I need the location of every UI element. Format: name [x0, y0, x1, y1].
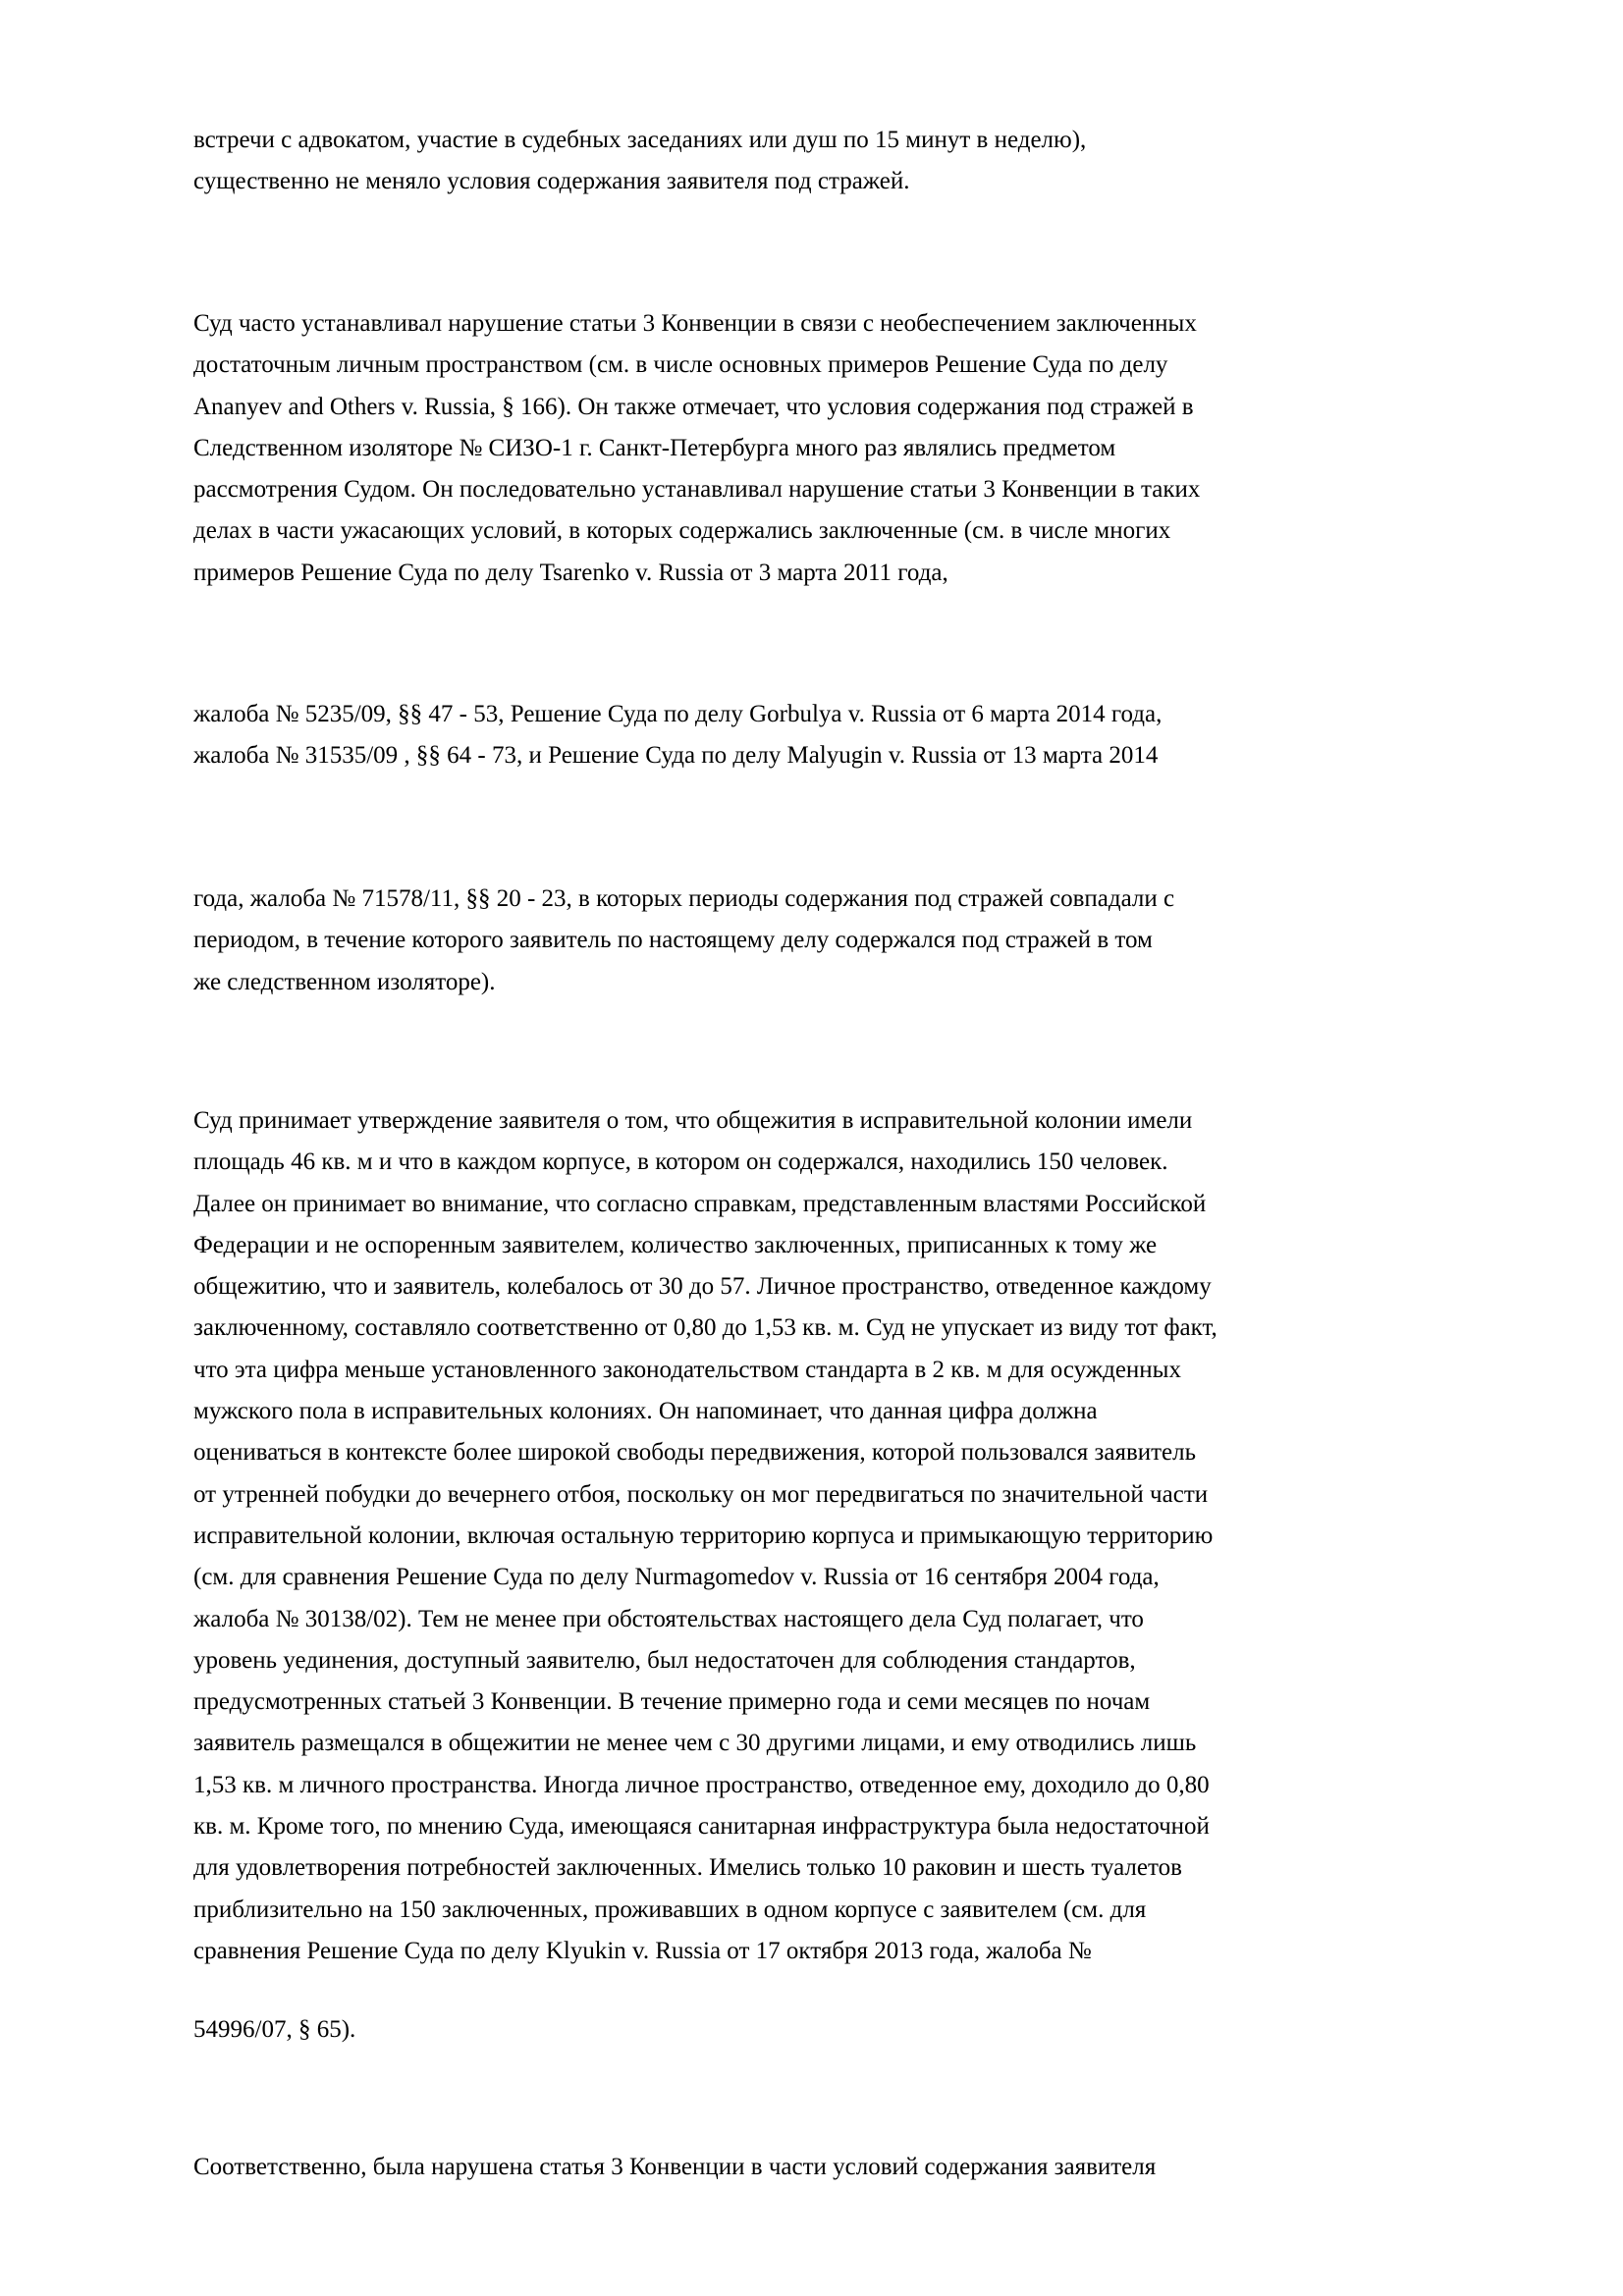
text-line: для удовлетворения потребностей заключенных. Имелись только 10 раковин и шесть туалетов — [193, 1854, 1182, 1882]
text-line: Следственном изоляторе № СИЗО-1 г. Санкт-Петербурга много раз являлись предметом — [193, 434, 1116, 461]
text-line: оцениваться в контексте более широкой свободы передвижения, которой пользовался заявитель — [193, 1439, 1197, 1467]
text-line: жалоба № 31535/09 , §§ 64 - 73, и Решение Суда по делу Malyugin v. Russia от 13 марта 2014 — [193, 742, 1159, 770]
text-line: что эта цифра меньше установленного законодательством стандарта в 2 кв. м для осужденных — [193, 1356, 1181, 1383]
text-line: уровень уединения, доступный заявителю, был недостаточен для соблюдения стандартов, — [193, 1646, 1136, 1674]
text-line: сравнения Решение Суда по делу Klyukin v. Russia от 17 октября 2013 года, жалоба № — [193, 1937, 1092, 1964]
paragraph-colony — [193, 1100, 1499, 1972]
paragraph-colony-end — [193, 2009, 1499, 2051]
text-line: Федерации и не оспоренным заявителем, количество заключенных, приписанных к тому же — [193, 1231, 1158, 1258]
paragraph-cases — [193, 694, 1499, 777]
text-line: рассмотрения Судом. Он последовательно устанавливал нарушение статьи 3 Конвенции в таких — [193, 476, 1201, 504]
paragraph-continuation — [193, 120, 1499, 203]
paragraph-periods — [193, 879, 1499, 1003]
text-line: исправительной колонии, включая остальную территорию корпуса и примыкающую территорию — [193, 1522, 1214, 1549]
text-line: площадь 46 кв. м и что в каждом корпусе, в котором он содержался, находились 150 человек. — [193, 1148, 1168, 1176]
text-line: Далее он принимает во внимание, что согласно справкам, представленным властями Российской — [193, 1190, 1207, 1217]
paragraph-conclusion — [193, 2147, 1499, 2188]
text-line: от утренней побудки до вечернего отбоя, поскольку он мог передвигаться по значительной части — [193, 1480, 1209, 1508]
text-line: приблизительно на 150 заключенных, проживавших в одном корпусе с заявителем (см. для — [193, 1896, 1147, 1923]
text-line: 54996/07, § 65). — [193, 2016, 356, 2043]
text-line: Ananyev and Others v. Russia, § 166). Он также отмечает, что условия содержания под стражей в — [193, 393, 1194, 420]
text-line: достаточным личным пространством (см. в числе основных примеров Решение Суда по делу — [193, 351, 1168, 379]
text-line: встречи с адвокатом, участие в судебных заседаниях или душ по 15 минут в неделю), — [193, 127, 1087, 153]
text-line: года, жалоба № 71578/11, §§ 20 - 23, в которых периоды содержания под стражей совпадали с — [193, 885, 1175, 912]
text-line: жалоба № 30138/02). Тем не менее при обстоятельствах настоящего дела Суд полагает, что — [193, 1605, 1144, 1632]
text-line: мужского пола в исправительных колониях. Он напоминает, что данная цифра должна — [193, 1398, 1098, 1425]
text-line: жалоба № 5235/09, §§ 47 - 53, Решение Суда по делу Gorbulya v. Russia от 6 марта 2014 года, — [193, 701, 1163, 727]
text-line: Суд принимает утверждение заявителя о том, что общежития в исправительной колонии имели — [193, 1107, 1193, 1134]
text-line: периодом, в течение которого заявитель по настоящему делу содержался под стражей в том — [193, 927, 1153, 954]
text-line: заявитель размещался в общежитии не менее чем с 30 другими лицами, и ему отводились лишь — [193, 1730, 1197, 1757]
text-line: Суд часто устанавливал нарушение статьи 3 Конвенции в связи с необеспечением заключенных — [193, 310, 1197, 337]
text-line: же следственном изоляторе). — [193, 968, 496, 995]
text-line: заключенному, составляло соответственно от 0,80 до 1,53 кв. м. Суд не упускает из виду тот факт, — [193, 1314, 1217, 1342]
text-line: 1,53 кв. м личного пространства. Иногда личное пространство, отведенное ему, доходило до 0,80 — [193, 1771, 1210, 1798]
text-line: (см. для сравнения Решение Суда по делу Nurmagomedov v. Russia от 16 сентября 2004 года, — [193, 1564, 1160, 1591]
text-line: существенно не меняло условия содержания заявителя под стражей. — [193, 168, 910, 195]
paragraph-sizo — [193, 303, 1499, 594]
text-line: предусмотренных статьей 3 Конвенции. В течение примерно года и семи месяцев по ночам — [193, 1688, 1151, 1716]
text-line: кв. м. Кроме того, по мнению Суда, имеющаяся санитарная инфраструктура была недостаточной — [193, 1813, 1210, 1841]
text-line: общежитию, что и заявитель, колебалось от 30 до 57. Личное пространство, отведенное каждому — [193, 1273, 1212, 1301]
text-line: делах в части ужасающих условий, в которых содержались заключенные (см. в числе многих — [193, 517, 1171, 545]
text-line: примеров Решение Суда по делу Tsarenko v. Russia от 3 марта 2011 года, — [193, 559, 948, 586]
text-line: Соответственно, была нарушена статья 3 Конвенции в части условий содержания заявителя — [193, 2154, 1157, 2180]
